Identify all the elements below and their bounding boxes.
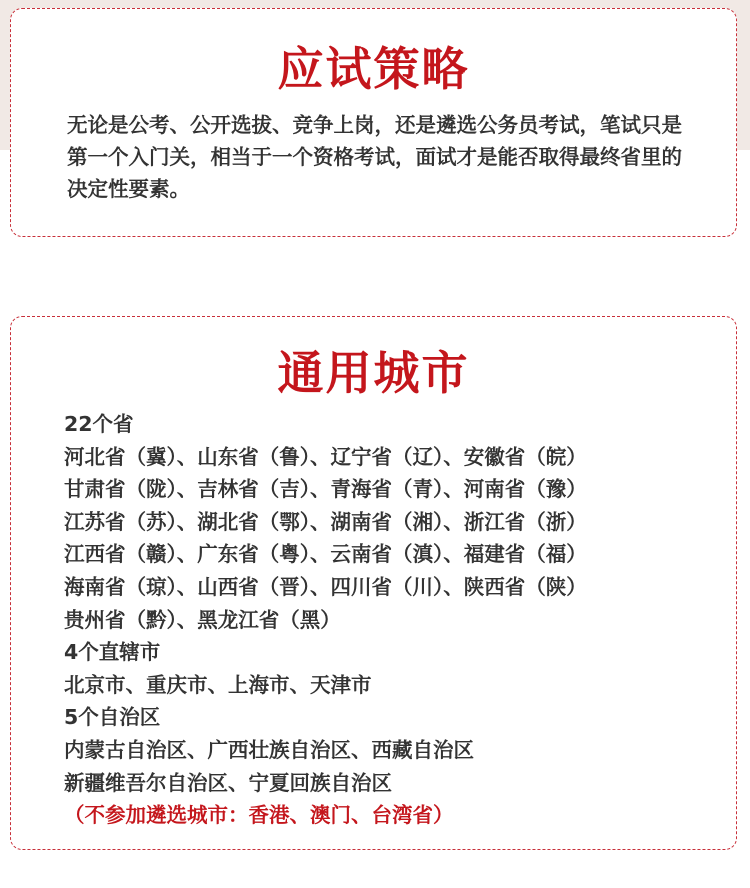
list-item: 海南省（琼）、山西省（晋）、四川省（川）、陕西省（陕）	[64, 574, 587, 599]
autonomous-regions-heading: 5个自治区	[64, 705, 161, 730]
provinces-heading: 22个省	[64, 412, 134, 436]
strategy-title: 应试策略	[277, 42, 470, 96]
cities-card	[10, 316, 737, 850]
municipalities-heading: 4个直辖市	[64, 640, 161, 665]
list-item: 贵州省（黔）、黑龙江省（黑）	[64, 607, 341, 632]
list-item: 北京市、重庆市、上海市、天津市	[64, 672, 372, 697]
list-item: 内蒙古自治区、广西壮族自治区、西藏自治区	[64, 737, 474, 762]
list-item: 新疆维吾尔自治区、宁夏回族自治区	[64, 770, 392, 795]
list-item: 江西省（赣）、广东省（粤）、云南省（滇）、福建省（福）	[64, 542, 587, 567]
list-item: 河北省（冀）、山东省（鲁）、辽宁省（辽）、安徽省（皖）	[64, 444, 587, 469]
cities-list	[64, 408, 724, 832]
strategy-paragraph: 无论是公考、公开选拔、竞争上岗，还是遴选公务员考试，笔试只是第一个入门关，相当于一个资格考试，面试才是能否取得最终省里的决定性要素。	[67, 113, 682, 201]
list-item: 甘肃省（陇）、吉林省（吉）、青海省（青）、河南省（豫）	[64, 477, 587, 502]
strategy-card	[10, 8, 737, 237]
cities-title: 通用城市	[277, 346, 470, 400]
list-item: 江苏省（苏）、湖北省（鄂）、湖南省（湘）、浙江省（浙）	[64, 509, 587, 534]
exclusion-note: （不参加遴选城市：香港、澳门、台湾省）	[64, 803, 454, 828]
